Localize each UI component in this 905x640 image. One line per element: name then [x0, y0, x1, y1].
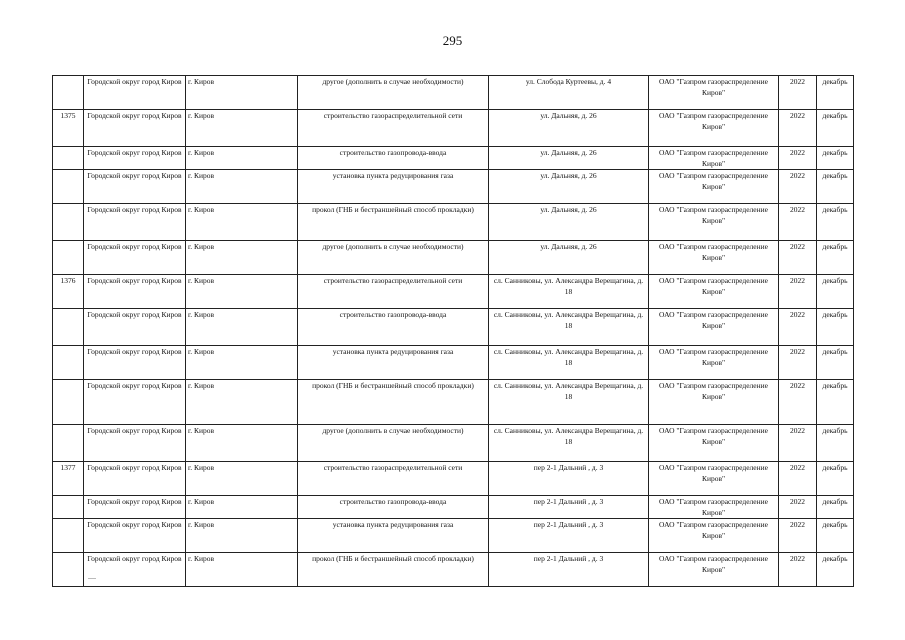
table-row [53, 346, 854, 380]
row-number-cell [53, 380, 84, 425]
year-cell: 2022 [779, 462, 817, 496]
month-cell: декабрь [817, 496, 854, 519]
month-cell: декабрь [817, 275, 854, 309]
table-row [53, 380, 854, 425]
table-row [53, 147, 854, 170]
address-cell: ул. Дальняя, д. 26 [489, 110, 649, 147]
municipality-cell: Городской округ город Киров [84, 76, 186, 110]
address-cell: ул. Слобода Куртеевы, д. 4 [489, 76, 649, 110]
locality-cell: г. Киров [186, 462, 298, 496]
organization-cell: ОАО "Газпром газораспределение Киров" [649, 170, 779, 204]
organization-cell: ОАО "Газпром газораспределение Киров" [649, 309, 779, 346]
locality-cell: г. Киров [186, 380, 298, 425]
year-cell: 2022 [779, 275, 817, 309]
table-row [53, 309, 854, 346]
organization-cell: ОАО "Газпром газораспределение Киров" [649, 204, 779, 241]
year-cell: 2022 [779, 553, 817, 587]
municipality-cell: Городской округ город Киров [84, 380, 186, 425]
locality-cell: г. Киров [186, 519, 298, 553]
month-cell: декабрь [817, 76, 854, 110]
table-row [53, 553, 854, 587]
municipality-cell: Городской округ город Киров [84, 519, 186, 553]
row-number-cell [53, 309, 84, 346]
locality-cell: г. Киров [186, 204, 298, 241]
work-type-cell: строительство газораспределительной сети [298, 110, 489, 147]
locality-cell: г. Киров [186, 275, 298, 309]
year-cell: 2022 [779, 346, 817, 380]
municipality-cell: Городской округ город Киров [84, 147, 186, 170]
row-number-cell [53, 553, 84, 587]
organization-cell: ОАО "Газпром газораспределение Киров" [649, 76, 779, 110]
table-row [53, 275, 854, 309]
work-type-cell: установка пункта редуцирования газа [298, 346, 489, 380]
municipality-cell: Городской округ город Киров [84, 241, 186, 275]
year-cell: 2022 [779, 425, 817, 462]
month-cell: декабрь [817, 380, 854, 425]
table-row [53, 110, 854, 147]
row-number-cell [53, 496, 84, 519]
page-number: 295 [442, 33, 463, 48]
table-row [53, 204, 854, 241]
address-cell: ул. Дальняя, д. 26 [489, 147, 649, 170]
month-cell: декабрь [817, 204, 854, 241]
municipality-cell: Городской округ город Киров [84, 275, 186, 309]
work-type-cell: прокол (ГНБ и бестраншейный способ прокладки) [298, 553, 489, 587]
locality-cell: г. Киров [186, 496, 298, 519]
work-type-cell: другое (дополнить в случае необходимости) [298, 76, 489, 110]
organization-cell: ОАО "Газпром газораспределение Киров" [649, 425, 779, 462]
table-row [53, 496, 854, 519]
work-type-cell: строительство газораспределительной сети [298, 462, 489, 496]
address-cell: пер 2-1 Дальний , д. 3 [489, 462, 649, 496]
row-number-cell [53, 170, 84, 204]
work-type-cell: прокол (ГНБ и бестраншейный способ прокладки) [298, 380, 489, 425]
table-row [53, 170, 854, 204]
address-cell: сл. Санниковы, ул. Александра Верещагина, д. 18 [489, 425, 649, 462]
year-cell: 2022 [779, 241, 817, 275]
row-number-cell [53, 519, 84, 553]
organization-cell: ОАО "Газпром газораспределение Киров" [649, 553, 779, 587]
year-cell: 2022 [779, 170, 817, 204]
table-row [53, 519, 854, 553]
address-cell: сл. Санниковы, ул. Александра Верещагина, д. 18 [489, 275, 649, 309]
locality-cell: г. Киров [186, 553, 298, 587]
row-number-cell: 1375 [53, 110, 84, 147]
municipality-cell: Городской округ город Киров [84, 425, 186, 462]
table-body [53, 76, 854, 587]
work-type-cell: строительство газопровода-ввода [298, 496, 489, 519]
municipality-cell: Городской округ город Киров [84, 170, 186, 204]
locality-cell: г. Киров [186, 170, 298, 204]
row-number-cell [53, 147, 84, 170]
table-row [53, 76, 854, 110]
address-cell: пер 2-1 Дальний , д. 3 [489, 553, 649, 587]
locality-cell: г. Киров [186, 309, 298, 346]
row-number-cell [53, 76, 84, 110]
organization-cell: ОАО "Газпром газораспределение Киров" [649, 519, 779, 553]
locality-cell: г. Киров [186, 76, 298, 110]
organization-cell: ОАО "Газпром газораспределение Киров" [649, 380, 779, 425]
organization-cell: ОАО "Газпром газораспределение Киров" [649, 147, 779, 170]
address-cell: ул. Дальняя, д. 26 [489, 241, 649, 275]
row-number-cell [53, 425, 84, 462]
work-type-cell: другое (дополнить в случае необходимости) [298, 241, 489, 275]
municipality-cell: Городской округ город Киров [84, 553, 186, 587]
row-number-cell: 1376 [53, 275, 84, 309]
month-cell: декабрь [817, 110, 854, 147]
row-number-cell: 1377 [53, 462, 84, 496]
municipality-cell: Городской округ город Киров [84, 204, 186, 241]
organization-cell: ОАО "Газпром газораспределение Киров" [649, 346, 779, 380]
month-cell: декабрь [817, 425, 854, 462]
work-type-cell: строительство газопровода-ввода [298, 309, 489, 346]
municipality-cell: Городской округ город Киров [84, 346, 186, 380]
year-cell: 2022 [779, 519, 817, 553]
month-cell: декабрь [817, 462, 854, 496]
address-cell: пер 2-1 Дальний , д. 3 [489, 496, 649, 519]
year-cell: 2022 [779, 110, 817, 147]
month-cell: декабрь [817, 241, 854, 275]
locality-cell: г. Киров [186, 147, 298, 170]
table-row [53, 241, 854, 275]
address-cell: сл. Санниковы, ул. Александра Верещагина, д. 18 [489, 346, 649, 380]
year-cell: 2022 [779, 204, 817, 241]
locality-cell: г. Киров [186, 241, 298, 275]
scan-mark [88, 578, 96, 579]
year-cell: 2022 [779, 380, 817, 425]
row-number-cell [53, 204, 84, 241]
municipality-cell: Городской округ город Киров [84, 462, 186, 496]
organization-cell: ОАО "Газпром газораспределение Киров" [649, 110, 779, 147]
row-number-cell [53, 346, 84, 380]
month-cell: декабрь [817, 346, 854, 380]
work-type-cell: другое (дополнить в случае необходимости) [298, 425, 489, 462]
address-cell: пер 2-1 Дальний , д. 3 [489, 519, 649, 553]
municipality-cell: Городской округ город Киров [84, 309, 186, 346]
year-cell: 2022 [779, 76, 817, 110]
organization-cell: ОАО "Газпром газораспределение Киров" [649, 275, 779, 309]
row-number-cell [53, 241, 84, 275]
work-type-cell: установка пункта редуцирования газа [298, 170, 489, 204]
year-cell: 2022 [779, 147, 817, 170]
locality-cell: г. Киров [186, 425, 298, 462]
locality-cell: г. Киров [186, 346, 298, 380]
organization-cell: ОАО "Газпром газораспределение Киров" [649, 496, 779, 519]
work-type-cell: установка пункта редуцирования газа [298, 519, 489, 553]
month-cell: декабрь [817, 309, 854, 346]
address-cell: сл. Санниковы, ул. Александра Верещагина, д. 18 [489, 380, 649, 425]
year-cell: 2022 [779, 496, 817, 519]
work-type-cell: строительство газопровода-ввода [298, 147, 489, 170]
table-row [53, 462, 854, 496]
gasification-schedule-table [52, 75, 854, 587]
month-cell: декабрь [817, 519, 854, 553]
work-type-cell: прокол (ГНБ и бестраншейный способ прокладки) [298, 204, 489, 241]
organization-cell: ОАО "Газпром газораспределение Киров" [649, 241, 779, 275]
year-cell: 2022 [779, 309, 817, 346]
month-cell: декабрь [817, 553, 854, 587]
municipality-cell: Городской округ город Киров [84, 496, 186, 519]
municipality-cell: Городской округ город Киров [84, 110, 186, 147]
locality-cell: г. Киров [186, 110, 298, 147]
organization-cell: ОАО "Газпром газораспределение Киров" [649, 462, 779, 496]
month-cell: декабрь [817, 170, 854, 204]
address-cell: ул. Дальняя, д. 26 [489, 170, 649, 204]
table-row [53, 425, 854, 462]
address-cell: ул. Дальняя, д. 26 [489, 204, 649, 241]
address-cell: сл. Санниковы, ул. Александра Верещагина, д. 18 [489, 309, 649, 346]
month-cell: декабрь [817, 147, 854, 170]
work-type-cell: строительство газораспределительной сети [298, 275, 489, 309]
